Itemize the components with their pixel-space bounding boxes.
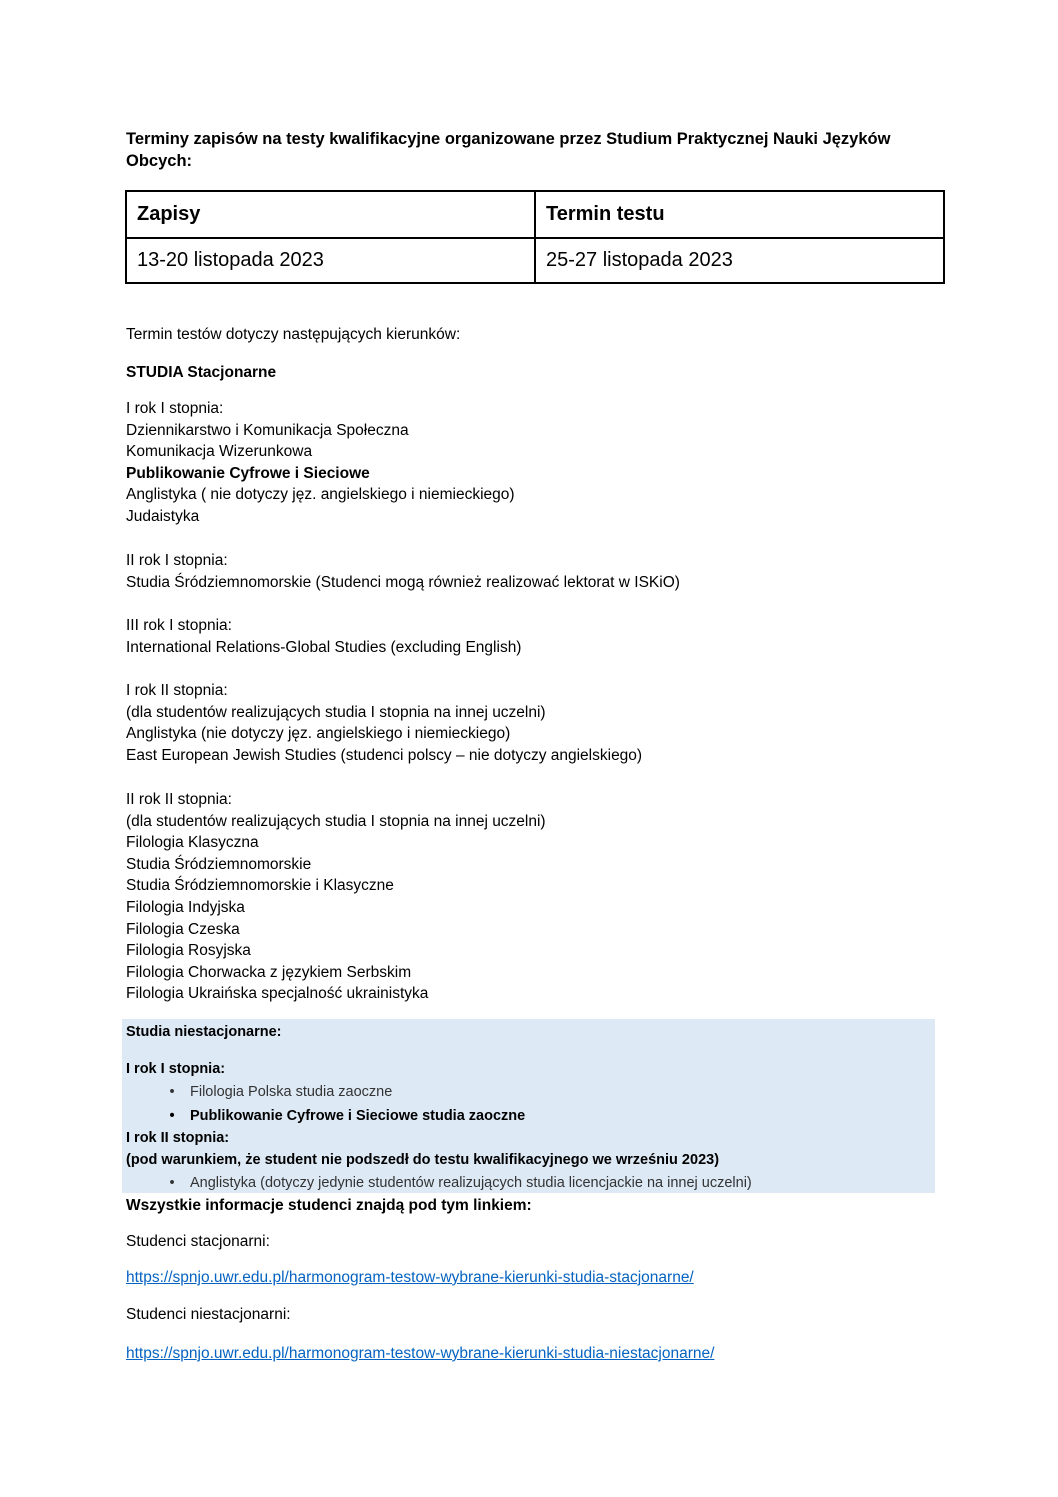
schedule-row [126, 238, 944, 283]
group-5 [126, 789, 546, 1005]
schedule-header-zapisy: Zapisy [126, 191, 535, 238]
group-1 [126, 398, 515, 528]
group-label: II rok I stopnia: [126, 552, 228, 569]
stacjonarne-heading: STUDIA Stacjonarne [126, 364, 277, 381]
bullet-icon: • [169, 1084, 175, 1100]
list-item: Judaistyka [126, 507, 200, 525]
list-item: East European Jewish Studies (studenci polscy – nie dotyczy angielskiego) [126, 746, 643, 764]
list-item: Filologia Ukraińska specjalność ukrainistyka [126, 985, 429, 1003]
list-item: International Relations-Global Studies (excluding English) [126, 638, 522, 656]
niestacjonarne-second-note: (pod warunkiem, że student nie podszedł do testu kwalifikacyjnego we wrześniu 2023) [126, 1152, 720, 1168]
info-heading: Wszystkie informacje studenci znajdą pod tym linkiem: [126, 1197, 532, 1214]
document-title: Terminy zapisów na testy kwalifikacyjne organizowane przez Studium Praktycznej Nauki Języków Obcych: [126, 130, 891, 170]
group-label: II rok II stopnia: [126, 791, 232, 808]
niestacjonarne-second-label: I rok II stopnia: [126, 1130, 230, 1146]
group-label: I rok I stopnia: [126, 400, 224, 417]
list-item: Studia Śródziemnomorskie (Studenci mogą również realizować lektorat w ISKiO) [126, 573, 680, 591]
schedule-table [125, 190, 945, 284]
list-item: Anglistyka (nie dotyczy jęz. angielskiego i niemieckiego) [126, 725, 511, 743]
list-item: (dla studentów realizujących studia I stopnia na innej uczelni) [126, 812, 546, 830]
list-item: Studia Śródziemnomorskie i Klasyczne [126, 877, 394, 895]
list-item: (dla studentów realizujących studia I stopnia na innej uczelni) [126, 703, 546, 721]
niestacjonarne-heading: Studia niestacjonarne: [126, 1024, 282, 1040]
list-item: Studia Śródziemnomorskie [126, 855, 312, 873]
group-label: III rok I stopnia: [126, 617, 232, 634]
bullet-icon: • [169, 1175, 175, 1191]
list-item: Filologia Chorwacka z językiem Serbskim [126, 963, 412, 981]
group-3 [126, 615, 521, 658]
stacjonarne-link[interactable]: https://spnjo.uwr.edu.pl/harmonogram-testow-wybrane-kierunki-studia-stacjonarne/ [126, 1269, 694, 1286]
schedule-header-termin: Termin testu [535, 191, 944, 238]
group-2 [126, 550, 680, 593]
list-item: Filologia Rosyjska [126, 942, 251, 960]
stacjonarni-label: Studenci stacjonarni: [126, 1233, 270, 1250]
schedule-header-row [126, 191, 944, 238]
list-item: Publikowanie Cyfrowe i Sieciowe [126, 464, 370, 482]
list-item: • Filologia Polska studia zaoczne [190, 1082, 392, 1102]
list-item: Filologia Czeska [126, 920, 240, 938]
niestacjonarni-label: Studenci niestacjonarni: [126, 1306, 291, 1323]
list-item: Komunikacja Wizerunkowa [126, 443, 313, 461]
group-label: I rok II stopnia: [126, 682, 228, 699]
list-item: • Anglistyka (dotyczy jedynie studentów realizujących studia licencjackie na innej uczelni) [190, 1173, 752, 1193]
intro-text: Termin testów dotyczy następujących kierunków: [126, 326, 461, 343]
niestacjonarne-first-label: I rok I stopnia: [126, 1061, 226, 1077]
niestacjonarne-link[interactable]: https://spnjo.uwr.edu.pl/harmonogram-testow-wybrane-kierunki-studia-niestacjonarne/ [126, 1345, 715, 1362]
schedule-cell-termin: 25-27 listopada 2023 [535, 238, 944, 283]
schedule-cell-zapisy: 13-20 listopada 2023 [126, 238, 535, 283]
list-item: Filologia Klasyczna [126, 834, 259, 852]
list-item: Filologia Indyjska [126, 898, 245, 916]
list-item: Anglistyka ( nie dotyczy jęz. angielskiego i niemieckiego) [126, 486, 515, 504]
list-item: • Publikowanie Cyfrowe i Sieciowe studia zaoczne [190, 1106, 525, 1126]
list-item: Dziennikarstwo i Komunikacja Społeczna [126, 421, 409, 439]
bullet-icon: • [169, 1108, 175, 1124]
group-4 [126, 680, 642, 766]
